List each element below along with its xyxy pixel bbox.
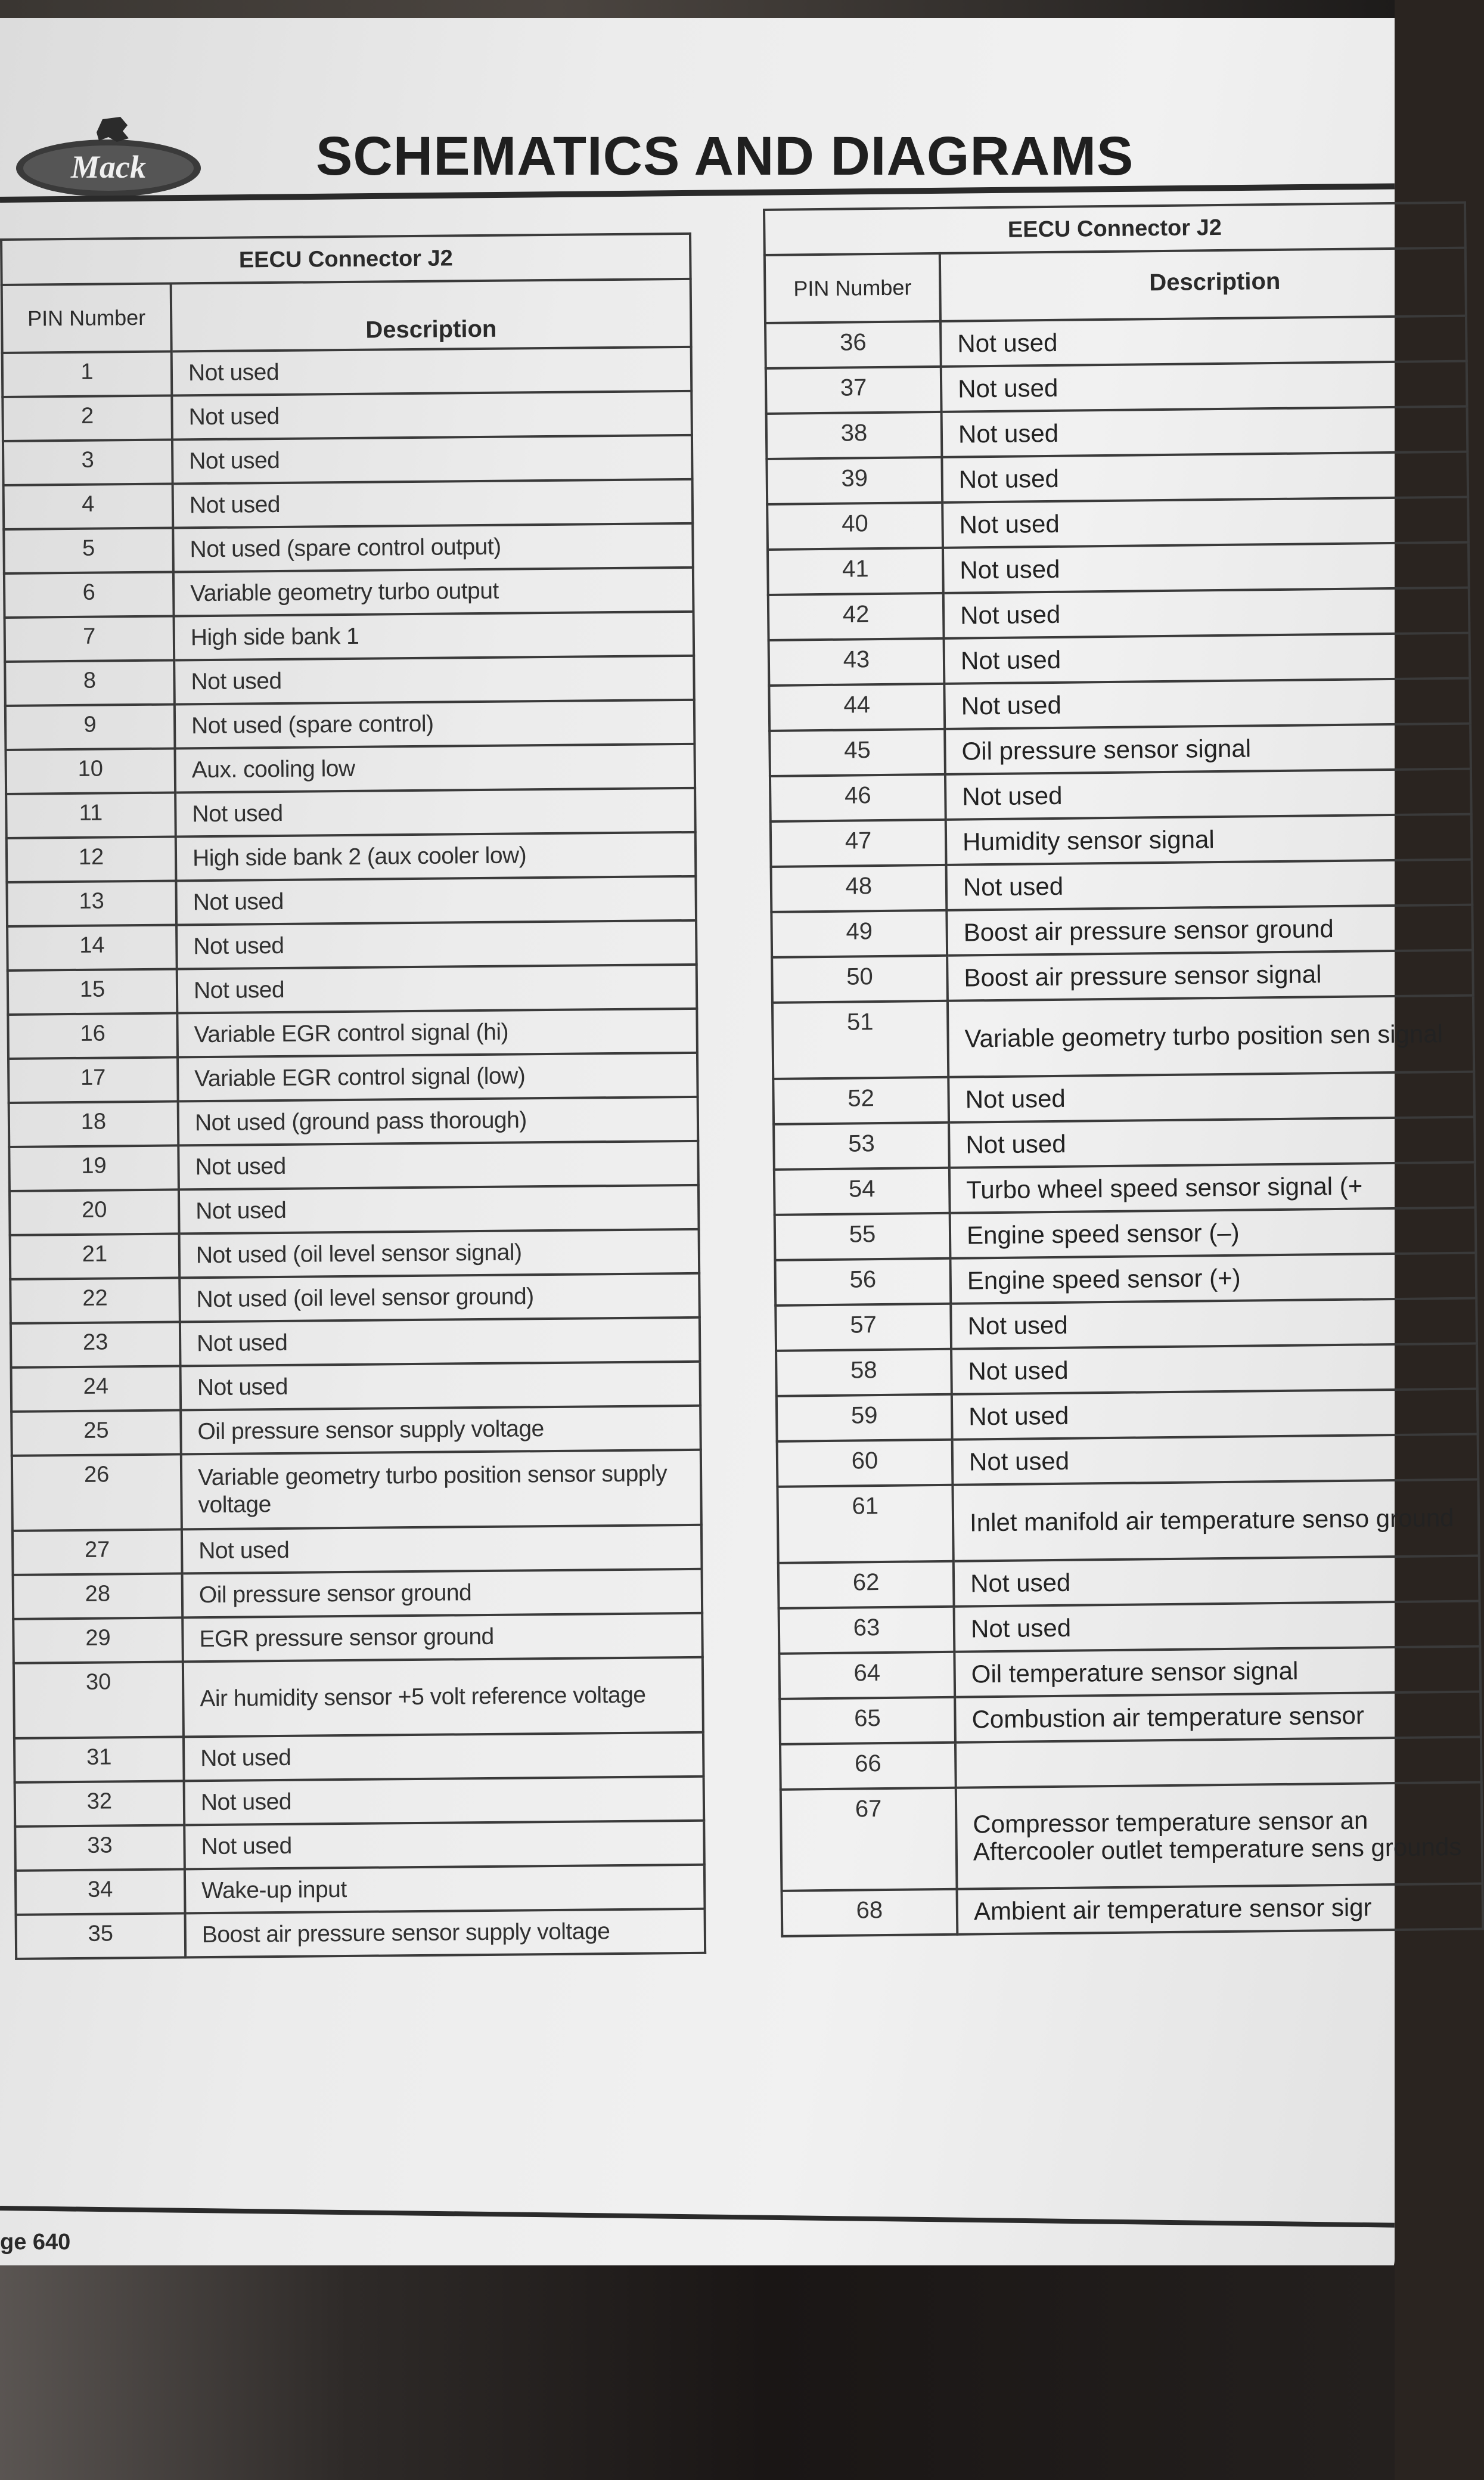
pin-description: Boost air pressure sensor ground bbox=[946, 905, 1473, 956]
pin-description: Not used (oil level sensor signal) bbox=[179, 1229, 700, 1278]
table-row bbox=[4, 568, 694, 618]
table-row bbox=[13, 1569, 703, 1619]
pin-number: 26 bbox=[12, 1454, 182, 1530]
table-row bbox=[7, 920, 697, 971]
table-row bbox=[4, 479, 693, 529]
pin-number: 19 bbox=[9, 1145, 179, 1191]
table-row bbox=[777, 1480, 1479, 1563]
pin-description: Engine speed sensor (+) bbox=[950, 1253, 1476, 1304]
pin-description: Not used bbox=[942, 497, 1469, 548]
pin-number: 2 bbox=[2, 395, 172, 441]
pin-number: 27 bbox=[13, 1529, 182, 1574]
pin-number: 56 bbox=[775, 1258, 951, 1306]
pin-description: Boost air pressure sensor signal bbox=[947, 950, 1473, 1001]
pin-number: 1 bbox=[2, 351, 172, 396]
table-row bbox=[769, 633, 1470, 686]
table-row bbox=[773, 1072, 1474, 1124]
table-row bbox=[772, 996, 1474, 1079]
pin-description: Not used bbox=[181, 1362, 701, 1410]
background-bottom bbox=[0, 2265, 1395, 2480]
pin-number: 54 bbox=[774, 1168, 950, 1215]
table-row bbox=[10, 1273, 700, 1323]
pin-number: 58 bbox=[776, 1349, 952, 1396]
pin-number: 9 bbox=[5, 704, 175, 749]
table-caption: EECU Connector J2 bbox=[1, 234, 691, 285]
pin-number: 66 bbox=[780, 1743, 956, 1790]
table-row bbox=[771, 905, 1473, 957]
pin-number: 64 bbox=[779, 1652, 955, 1699]
pin-number: 28 bbox=[13, 1573, 183, 1619]
pin-number: 53 bbox=[774, 1123, 949, 1170]
table-row bbox=[5, 700, 695, 750]
pin-number: 18 bbox=[9, 1101, 179, 1146]
pin-description: Not used bbox=[952, 1434, 1479, 1485]
pin-description: Not used bbox=[184, 1821, 704, 1870]
pin-number: 44 bbox=[769, 684, 945, 731]
table-row bbox=[769, 678, 1470, 731]
table-row bbox=[767, 497, 1469, 550]
table-row bbox=[15, 1777, 704, 1827]
pin-description: Not used bbox=[942, 452, 1468, 503]
table-row bbox=[781, 1782, 1483, 1891]
pin-number: 60 bbox=[777, 1440, 953, 1487]
pin-number: 34 bbox=[15, 1869, 185, 1914]
pin-description: Not used bbox=[951, 1344, 1477, 1394]
table-row bbox=[779, 1647, 1480, 1699]
pin-description: Variable geometry turbo output bbox=[173, 568, 694, 616]
pin-description: Not used bbox=[172, 435, 693, 484]
pin-number: 61 bbox=[777, 1485, 953, 1563]
table-row bbox=[7, 832, 696, 882]
table-row bbox=[16, 1909, 706, 1959]
pin-description: Oil temperature sensor signal bbox=[954, 1647, 1480, 1697]
pin-description bbox=[955, 1737, 1482, 1788]
pin-description: Oil pressure sensor supply voltage bbox=[181, 1406, 701, 1455]
pin-number: 63 bbox=[779, 1607, 955, 1654]
pin-description: Not used bbox=[948, 1072, 1474, 1123]
table-row bbox=[9, 1141, 698, 1191]
table-row bbox=[780, 1737, 1482, 1790]
pin-number: 35 bbox=[16, 1913, 186, 1958]
pin-description: Not used bbox=[944, 678, 1470, 729]
table-row bbox=[771, 860, 1473, 912]
table-row bbox=[14, 1657, 703, 1738]
pin-table-left bbox=[0, 232, 706, 1960]
pin-number: 62 bbox=[778, 1561, 954, 1608]
pin-description: Not used bbox=[952, 1389, 1478, 1440]
pin-description: Aux. cooling low bbox=[175, 744, 695, 793]
pin-number: 36 bbox=[765, 321, 941, 368]
pin-number: 29 bbox=[13, 1617, 183, 1663]
pin-description: Not used bbox=[949, 1117, 1475, 1168]
table-row bbox=[13, 1613, 703, 1663]
pin-number: 10 bbox=[5, 748, 175, 793]
table-row bbox=[7, 876, 696, 926]
pin-number: 39 bbox=[766, 457, 942, 504]
pin-number: 57 bbox=[775, 1304, 951, 1351]
table-row bbox=[11, 1318, 700, 1368]
pin-number: 11 bbox=[6, 792, 176, 838]
pin-number: 67 bbox=[781, 1788, 957, 1891]
table-row bbox=[5, 612, 694, 662]
pin-number: 8 bbox=[5, 660, 175, 705]
table-row bbox=[8, 1053, 698, 1103]
column-header-description: Description bbox=[171, 279, 691, 352]
column-header-pin: PIN Number bbox=[765, 253, 940, 323]
pin-description: Not used bbox=[175, 788, 696, 837]
table-row bbox=[4, 523, 693, 574]
table-row bbox=[772, 950, 1473, 1003]
pin-description: High side bank 2 (aux cooler low) bbox=[176, 832, 696, 881]
pin-description: Not used bbox=[945, 769, 1471, 820]
pin-description: Not used bbox=[941, 361, 1467, 412]
table-row bbox=[5, 656, 694, 706]
pin-number: 50 bbox=[772, 956, 948, 1003]
table-row bbox=[769, 724, 1471, 776]
pin-description: Not used bbox=[184, 1777, 704, 1825]
pin-number: 52 bbox=[773, 1077, 949, 1124]
pin-description: Not used bbox=[182, 1525, 702, 1574]
pin-description: Not used bbox=[180, 1318, 700, 1366]
pin-description: Not used bbox=[946, 860, 1473, 910]
pin-number: 16 bbox=[8, 1013, 178, 1058]
column-header-description: Description bbox=[940, 248, 1466, 321]
table-row bbox=[14, 1732, 704, 1782]
mack-logo bbox=[13, 113, 204, 203]
pin-number: 30 bbox=[14, 1661, 184, 1738]
table-row bbox=[10, 1229, 700, 1279]
table-row bbox=[15, 1821, 704, 1871]
pin-number: 46 bbox=[770, 774, 946, 822]
pin-description: Not used bbox=[172, 391, 692, 440]
table-row bbox=[2, 391, 692, 441]
pin-number: 20 bbox=[10, 1189, 179, 1235]
table-row bbox=[5, 744, 695, 794]
pin-description: Humidity sensor signal bbox=[946, 814, 1472, 865]
table-row bbox=[766, 452, 1468, 504]
pin-description: Not used bbox=[176, 876, 696, 925]
pin-description: Not used bbox=[954, 1601, 1480, 1652]
pin-number: 55 bbox=[775, 1213, 951, 1260]
pin-description: Not used (ground pass thorough) bbox=[178, 1097, 698, 1146]
table-row bbox=[2, 347, 692, 397]
pin-description: Not used bbox=[944, 633, 1470, 684]
pin-number: 49 bbox=[771, 910, 947, 957]
table-row bbox=[774, 1162, 1476, 1215]
pin-description: Not used bbox=[172, 347, 692, 396]
pin-number: 38 bbox=[766, 412, 942, 459]
pin-description: Boost air pressure sensor supply voltage bbox=[185, 1909, 706, 1958]
pin-number: 45 bbox=[769, 729, 945, 776]
table-row bbox=[8, 1009, 697, 1059]
table-row bbox=[10, 1185, 699, 1235]
pin-description: Not used bbox=[943, 588, 1470, 638]
table-row bbox=[771, 814, 1472, 867]
pin-description: Not used (spare control) bbox=[175, 700, 695, 749]
table-row bbox=[778, 1556, 1480, 1608]
pin-number: 7 bbox=[5, 616, 175, 661]
pin-description: Not used bbox=[943, 542, 1469, 593]
table-row bbox=[768, 542, 1469, 595]
pin-number: 3 bbox=[3, 439, 173, 485]
table-row bbox=[774, 1117, 1475, 1170]
pin-description: Compressor temperature sensor an Aftercooler outlet temperature sens grounds bbox=[956, 1782, 1483, 1889]
pin-number: 37 bbox=[766, 367, 942, 414]
pin-number: 41 bbox=[768, 548, 943, 595]
pin-number: 40 bbox=[767, 503, 943, 550]
page-title: SCHEMATICS AND DIAGRAMS bbox=[316, 126, 1134, 187]
svg-text:Mack: Mack bbox=[71, 149, 146, 185]
table-row bbox=[768, 588, 1470, 640]
pin-description: Not used bbox=[176, 920, 697, 969]
table-row bbox=[775, 1253, 1476, 1306]
table-row bbox=[11, 1406, 701, 1456]
column-header-pin: PIN Number bbox=[2, 284, 172, 353]
pin-table-right bbox=[763, 202, 1484, 1938]
table-row bbox=[775, 1208, 1476, 1260]
pin-description: Not used bbox=[179, 1185, 699, 1234]
pin-number: 12 bbox=[7, 836, 176, 882]
page-number: ge 640 bbox=[0, 2230, 71, 2255]
pin-number: 51 bbox=[772, 1001, 948, 1079]
pin-number: 33 bbox=[15, 1825, 185, 1870]
pin-description: Not used bbox=[178, 1141, 698, 1190]
table-row bbox=[13, 1525, 702, 1575]
table-row bbox=[9, 1097, 698, 1147]
table-row bbox=[12, 1450, 701, 1531]
table-row bbox=[6, 788, 696, 838]
pin-description: Engine speed sensor (–) bbox=[950, 1208, 1476, 1258]
pin-number: 24 bbox=[11, 1366, 181, 1411]
pin-number: 23 bbox=[11, 1322, 181, 1367]
pin-description: Not used bbox=[173, 479, 693, 528]
table-row bbox=[777, 1389, 1478, 1442]
pin-number: 14 bbox=[7, 925, 177, 970]
table-row bbox=[11, 1362, 701, 1412]
table-row bbox=[765, 316, 1467, 368]
table-row bbox=[3, 435, 693, 485]
pin-description: Not used bbox=[954, 1556, 1480, 1607]
pin-number: 43 bbox=[769, 638, 945, 686]
table-row bbox=[779, 1601, 1480, 1654]
pin-number: 22 bbox=[10, 1278, 180, 1323]
pin-number: 65 bbox=[780, 1697, 955, 1744]
pin-description: Not used (spare control output) bbox=[173, 523, 693, 572]
pin-description: Combustion air temperature sensor bbox=[955, 1692, 1481, 1743]
pin-description: Not used bbox=[184, 1732, 704, 1781]
table-row bbox=[780, 1692, 1481, 1744]
pin-description: Variable geometry turbo position sensor supply voltage bbox=[181, 1450, 701, 1530]
pin-description: Not used bbox=[942, 407, 1468, 457]
pin-description: Air humidity sensor +5 volt reference voltage bbox=[183, 1657, 703, 1737]
pin-number: 5 bbox=[4, 528, 173, 573]
pin-number: 17 bbox=[8, 1057, 178, 1102]
table-row bbox=[8, 965, 697, 1015]
pin-number: 6 bbox=[4, 572, 174, 617]
pin-number: 13 bbox=[7, 881, 176, 926]
table-row bbox=[776, 1344, 1477, 1396]
pin-description: Wake-up input bbox=[185, 1865, 705, 1914]
pin-number: 42 bbox=[768, 593, 944, 640]
pin-description: Not used (oil level sensor ground) bbox=[179, 1273, 700, 1322]
pin-description: Variable geometry turbo position sen signal bbox=[948, 996, 1474, 1077]
table-row bbox=[770, 769, 1471, 822]
pin-description: Not used bbox=[174, 656, 694, 705]
table-row bbox=[15, 1865, 705, 1915]
pin-number: 48 bbox=[771, 865, 947, 912]
pin-description: Turbo wheel speed sensor signal (+ bbox=[949, 1162, 1476, 1213]
pin-description: Oil pressure sensor ground bbox=[182, 1569, 703, 1618]
pin-description: Ambient air temperature sensor sigr bbox=[957, 1884, 1483, 1935]
table-row bbox=[766, 407, 1468, 459]
table-row bbox=[777, 1434, 1479, 1487]
pin-description: Oil pressure sensor signal bbox=[945, 724, 1471, 774]
table-row bbox=[782, 1884, 1483, 1936]
pin-number: 31 bbox=[14, 1737, 184, 1782]
pin-description: High side bank 1 bbox=[174, 612, 694, 661]
pin-number: 21 bbox=[10, 1233, 180, 1279]
pin-description: Variable EGR control signal (hi) bbox=[177, 1009, 697, 1058]
pin-number: 68 bbox=[782, 1889, 958, 1936]
table-row bbox=[766, 361, 1467, 414]
pin-description: Not used bbox=[177, 965, 697, 1013]
pin-description: Not used bbox=[951, 1298, 1477, 1349]
pin-number: 32 bbox=[15, 1781, 185, 1826]
pin-number: 25 bbox=[11, 1410, 181, 1455]
table-caption: EECU Connector J2 bbox=[764, 203, 1466, 255]
pin-number: 59 bbox=[777, 1394, 952, 1442]
pin-number: 15 bbox=[8, 969, 178, 1014]
pin-description: Inlet manifold air temperature senso ground bbox=[952, 1480, 1479, 1561]
pin-description: Not used bbox=[940, 316, 1467, 367]
pin-description: EGR pressure sensor ground bbox=[182, 1613, 703, 1662]
pin-description: Variable EGR control signal (low) bbox=[178, 1053, 698, 1102]
table-row bbox=[775, 1298, 1477, 1351]
pin-number: 4 bbox=[4, 483, 173, 529]
pin-number: 47 bbox=[771, 820, 946, 867]
